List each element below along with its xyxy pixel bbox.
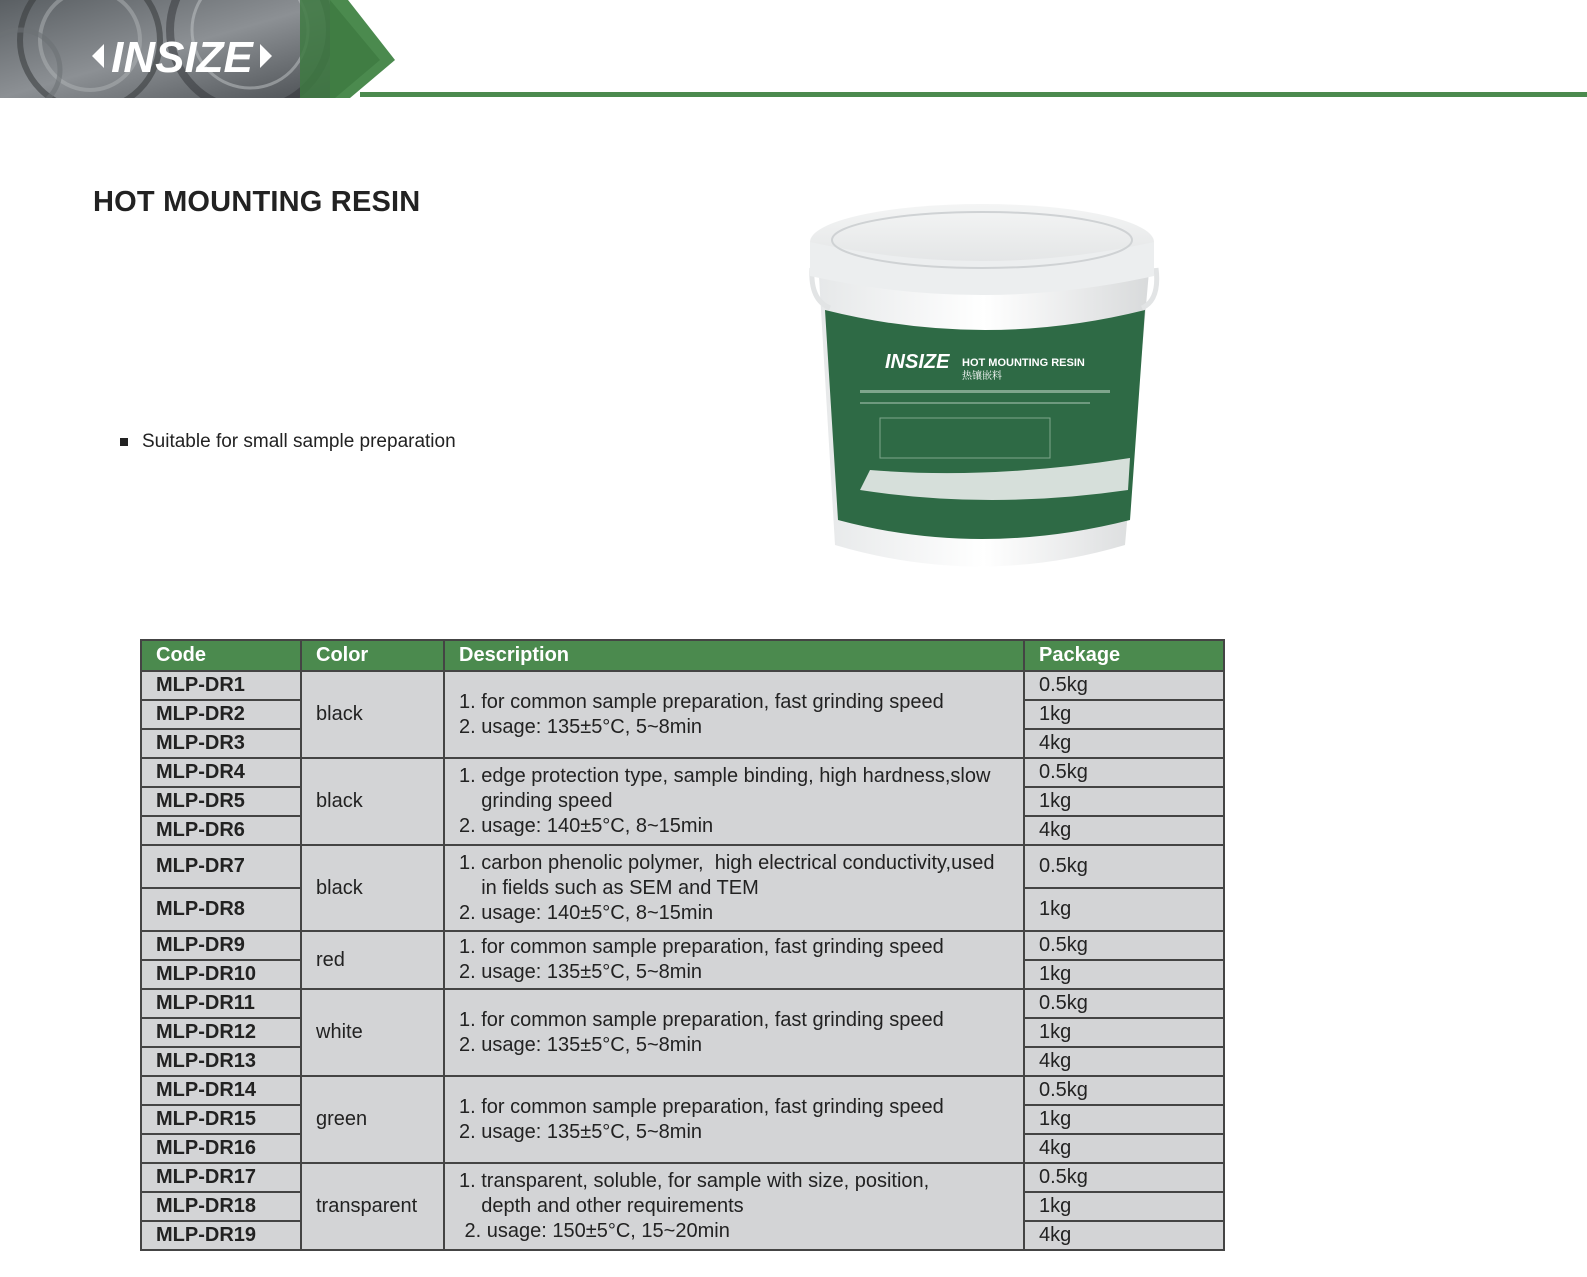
table-row	[141, 758, 1224, 787]
header-code: Code	[141, 640, 301, 671]
cell-package: 0.5kg	[1024, 845, 1224, 888]
cell-description	[444, 1163, 1024, 1250]
cell-package: 1kg	[1024, 1018, 1224, 1047]
cell-package: 1kg	[1024, 888, 1224, 931]
cell-code: MLP-DR5	[141, 787, 301, 816]
description-line: 1. for common sample preparation, fast grinding speed	[459, 1095, 944, 1118]
cell-package: 1kg	[1024, 700, 1224, 729]
cell-package: 0.5kg	[1024, 758, 1224, 787]
cell-code: MLP-DR18	[141, 1192, 301, 1221]
cell-code: MLP-DR2	[141, 700, 301, 729]
description-line: 2. usage: 135±5°C, 5~8min	[459, 1120, 703, 1143]
header-description: Description	[444, 640, 1024, 671]
description-line: 1. for common sample preparation, fast grinding speed	[459, 690, 944, 713]
cell-package: 1kg	[1024, 1192, 1224, 1221]
cell-package: 1kg	[1024, 960, 1224, 989]
logo-text: INSIZE	[111, 33, 253, 82]
description-line: 2. usage: 140±5°C, 8~15min	[459, 901, 714, 924]
cell-package: 0.5kg	[1024, 1076, 1224, 1105]
cell-code: MLP-DR11	[141, 989, 301, 1018]
cell-code: MLP-DR17	[141, 1163, 301, 1192]
cell-package: 0.5kg	[1024, 671, 1224, 700]
cell-description	[444, 931, 1024, 989]
cell-code: MLP-DR1	[141, 671, 301, 700]
bullet-square-icon	[120, 438, 128, 446]
cell-code: MLP-DR8	[141, 888, 301, 931]
cell-color: black	[301, 845, 444, 931]
bucket-label-brand: INSIZE	[885, 351, 950, 373]
table-row	[141, 1163, 1224, 1192]
cell-description	[444, 671, 1024, 758]
cell-code: MLP-DR7	[141, 845, 301, 888]
bucket-label-title: HOT MOUNTING RESIN	[962, 357, 1085, 369]
cell-package: 4kg	[1024, 729, 1224, 758]
cell-code: MLP-DR6	[141, 816, 301, 845]
table-row	[141, 1076, 1224, 1105]
cell-code: MLP-DR12	[141, 1018, 301, 1047]
description-line: 1. edge protection type, sample binding, high hardness,slow	[459, 765, 991, 787]
cell-color: black	[301, 671, 444, 758]
cell-description	[444, 758, 1024, 845]
cell-description	[444, 989, 1024, 1076]
description-line: 1. transparent, soluble, for sample with size, position,	[459, 1170, 930, 1192]
cell-color: red	[301, 931, 444, 989]
page-title: HOT MOUNTING RESIN	[93, 186, 421, 218]
cell-code: MLP-DR19	[141, 1221, 301, 1250]
cell-package: 4kg	[1024, 816, 1224, 845]
cell-color: black	[301, 758, 444, 845]
cell-description	[444, 1076, 1024, 1163]
table-row	[141, 931, 1224, 960]
cell-package: 0.5kg	[1024, 1163, 1224, 1192]
table-row	[141, 671, 1224, 700]
cell-code: MLP-DR13	[141, 1047, 301, 1076]
description-line: depth and other requirements	[459, 1195, 744, 1217]
table-row	[141, 989, 1224, 1018]
description-line: 2. usage: 135±5°C, 5~8min	[459, 1033, 703, 1056]
cell-package: 4kg	[1024, 1047, 1224, 1076]
cell-color: green	[301, 1076, 444, 1163]
header-color: Color	[301, 640, 444, 671]
description-line: 1. for common sample preparation, fast grinding speed	[459, 936, 944, 958]
page-header	[0, 0, 1587, 100]
cell-package: 0.5kg	[1024, 989, 1224, 1018]
description-line: 2. usage: 135±5°C, 5~8min	[459, 961, 703, 983]
feature-item	[120, 431, 456, 453]
spec-table	[140, 639, 1225, 1251]
cell-package: 4kg	[1024, 1221, 1224, 1250]
cell-description	[444, 845, 1024, 931]
header-package: Package	[1024, 640, 1224, 671]
cell-code: MLP-DR9	[141, 931, 301, 960]
description-line: 2. usage: 135±5°C, 5~8min	[459, 715, 703, 738]
table-row	[141, 845, 1224, 888]
feature-text: Suitable for small sample preparation	[142, 431, 456, 452]
cell-code: MLP-DR16	[141, 1134, 301, 1163]
product-bucket-image	[790, 190, 1190, 590]
bucket-label-subtitle: 热镶嵌料	[962, 371, 1002, 382]
cell-color: transparent	[301, 1163, 444, 1250]
description-line: grinding speed	[459, 790, 613, 812]
cell-package: 0.5kg	[1024, 931, 1224, 960]
cell-code: MLP-DR10	[141, 960, 301, 989]
description-line: 2. usage: 150±5°C, 15~20min	[459, 1220, 730, 1242]
description-line: 1. for common sample preparation, fast grinding speed	[459, 1008, 944, 1031]
cell-package: 1kg	[1024, 1105, 1224, 1134]
header-rule	[360, 92, 1587, 97]
cell-code: MLP-DR14	[141, 1076, 301, 1105]
description-line: 2. usage: 140±5°C, 8~15min	[459, 815, 714, 837]
cell-code: MLP-DR15	[141, 1105, 301, 1134]
insize-logo	[92, 28, 272, 84]
cell-package: 4kg	[1024, 1134, 1224, 1163]
description-line: in fields such as SEM and TEM	[459, 876, 759, 899]
cell-code: MLP-DR3	[141, 729, 301, 758]
cell-package: 1kg	[1024, 787, 1224, 816]
table-header-row	[141, 640, 1224, 671]
cell-color: white	[301, 989, 444, 1076]
cell-code: MLP-DR4	[141, 758, 301, 787]
description-line: 1. carbon phenolic polymer, high electrical conductivity,used	[459, 851, 995, 874]
